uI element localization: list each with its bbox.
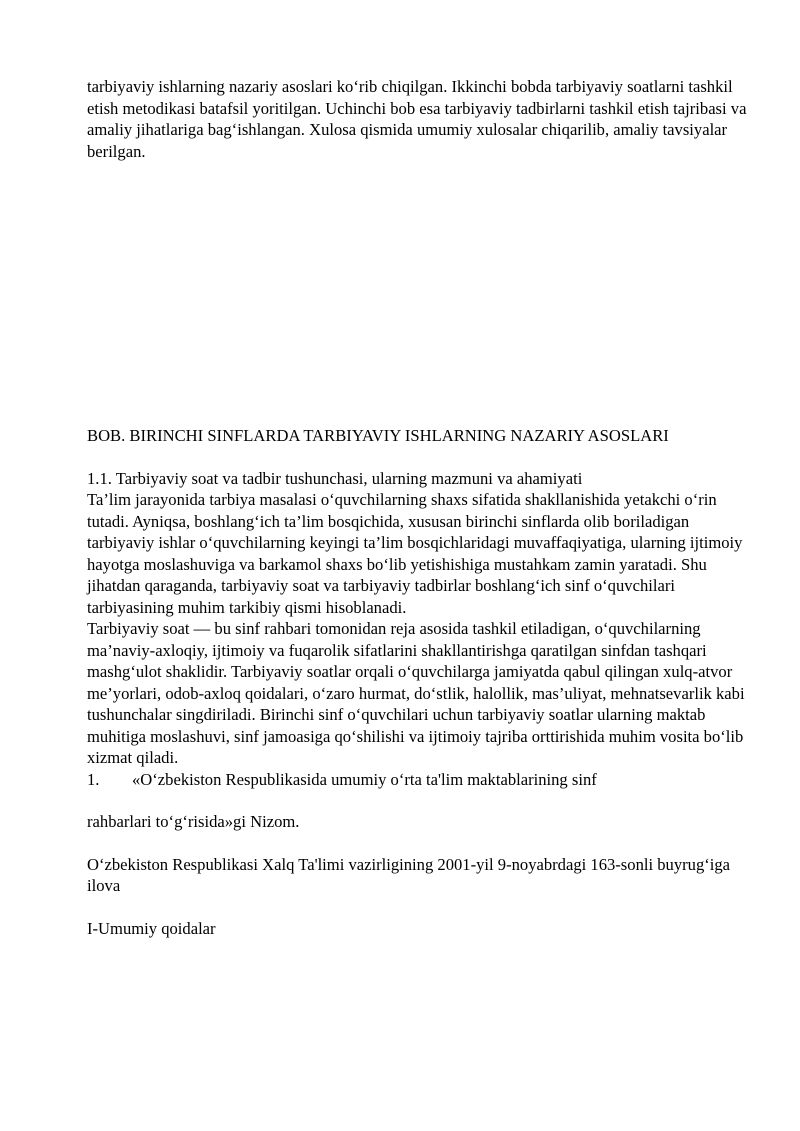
intro-paragraph: tarbiyaviy ishlarning nazariy asoslari ko‘rib chiqilgan. Ikkinchi bobda tarbiyaviy soatlarni tashkil etish metodikasi batafsil yoritilgan. Uchinchi bob esa tarbiyaviy tadbirlarni tashkil etish tajribasi va amaliy jihatlariga bag‘ishlangan. Xulosa qismida umumiy xulosalar chiqarilib, amaliy tavsiyalar berilgan. [87, 77, 747, 161]
body-paragraph-2: Tarbiyaviy soat — bu sinf rahbari tomonidan reja asosida tashkil etiladigan, o‘quvchilarning ma’naviy-axloqiy, ijtimoiy va fuqarolik sifatlarini shakllantirishga qaratilgan sinfdan tashqari mashg‘ulot shaklidir. Tarbiyaviy soatlar orqali o‘quvchilarga jamiyatda qabul qilingan xulq-atvor me’yorlari, odob-axloq qoidalari, o‘zaro hurmat, do‘stlik, halollik, mas’uliyat, mehnatsevarlik kabi tushunchalar singdiriladi. Birinchi sinf o‘quvchilari uchun tarbiyaviy soatlar ularning maktab muhitiga moslashuvi, sinf jamoasiga qo‘shilishi va ijtimoiy tajriba orttirishida muhim vosita bo‘lib xizmat qiladi. [87, 619, 745, 767]
numbered-list-item [87, 769, 747, 791]
body-paragraph-1: Ta’lim jarayonida tarbiya masalasi o‘quvchilarning shaxs sifatida shakllanishida yetakchi o‘rin tutadi. Ayniqsa, boshlang‘ich ta’lim bosqichida, xususan birinchi sinflarda olib boriladigan tarbiyaviy ishlar o‘quvchilarning keyingi ta’lim bosqichlaridagi muvaffaqiyatiga, ularning ijtimoiy hayotga moslashuviga va barkamol shaxs bo‘lib yetishishiga mustahkam zamin yaratadi. Shu jihatdan qaraganda, tarbiyaviy soat va tarbiyaviy tadbirlar boshlang‘ich sinf o‘quvchilari tarbiyasining muhim tarkibiy qismi hisoblanadi. [87, 490, 743, 617]
document-page [87, 76, 747, 939]
chapter-title: BOB. BIRINCHI SINFLARDA TARBIYAVIY ISHLARNING NAZARIY ASOSLARI [87, 426, 669, 445]
list-item-continuation: rahbarlari to‘g‘risida»gi Nizom. [87, 812, 300, 831]
list-item-text: «O‘zbekiston Respublikasida umumiy o‘rta ta'lim maktablarining sinf [132, 769, 597, 789]
section-title: 1.1. Tarbiyaviy soat va tadbir tushunchasi, ularning mazmuni va ahamiyati [87, 468, 583, 488]
list-item-number: 1. [87, 769, 100, 789]
general-rules-heading: I-Umumiy qoidalar [87, 918, 216, 938]
appendix-note: O‘zbekiston Respublikasi Xalq Ta'limi vazirligining 2001-yil 9-noyabrdagi 163-sonli buyrug‘iga ilova [87, 854, 731, 895]
